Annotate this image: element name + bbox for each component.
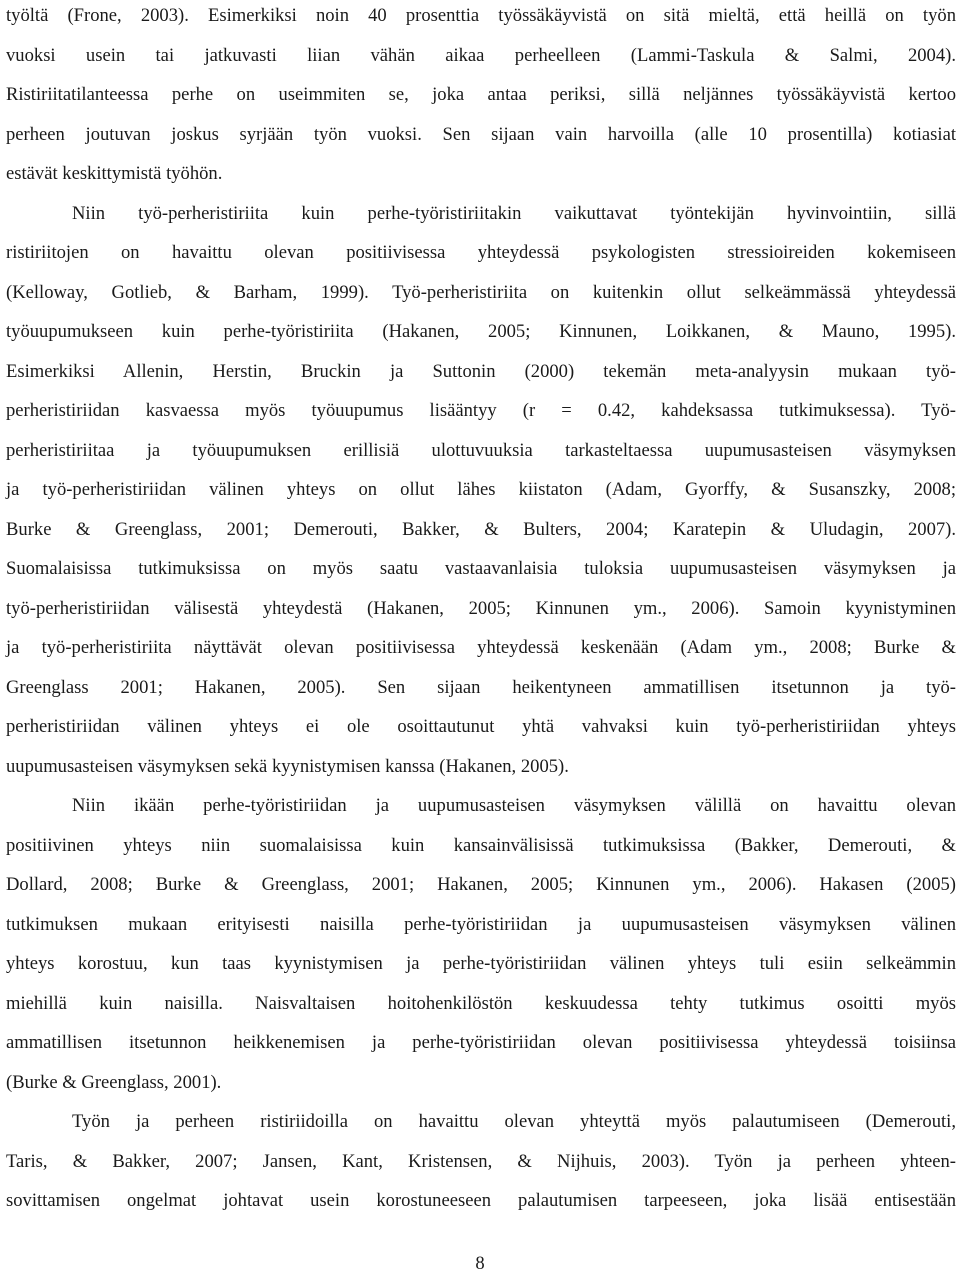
text-line: vuoksi usein tai jatkuvasti liian vähän aikaa perheelleen (Lammi-Taskula & Salmi, 2004). [6,44,956,66]
text-line: työ-perheristiriidan välisestä yhteydestä (Hakanen, 2005; Kinnunen ym., 2006). Samoin kyynistyminen [6,597,956,619]
text-line: Esimerkiksi Allenin, Herstin, Bruckin ja Suttonin (2000) tekemän meta-analyysin mukaan työ- [6,360,956,382]
text-line: tutkimuksen mukaan erityisesti naisilla perhe-työristiriidan ja uupumusasteisen väsymyksen välinen [6,913,956,935]
text-line: perheen joutuvan joskus syrjään työn vuoksi. Sen sijaan vain harvoilla (alle 10 prosentilla) kotiasiat [6,123,956,145]
text-line: ristiriitojen on havaittu olevan positiivisessa yhteydessä psykologisten stressioireiden kokemiseen [6,242,956,263]
text-line: (Kelloway, Gotlieb, & Barham, 1999). Työ-perheristiriita on kuitenkin ollut selkeämmässä yhteydessä [6,281,956,303]
text-line: yhteys korostuu, kun taas kyynistymisen ja perhe-työristiriidan välinen yhteys tuli esiin selkeämmin [6,953,956,974]
text-line: uupumusasteisen väsymyksen sekä kyynistymisen kanssa (Hakanen, 2005). [6,755,569,777]
text-line: Työn ja perheen ristiriidoilla on havaittu olevan yhteyttä myös palautumiseen (Demerouti, [72,1111,956,1132]
text-line: Ristiriitatilanteessa perhe on useimmiten se, joka antaa periksi, sillä neljännes työssäkäyvistä kertoo [6,84,956,105]
text-line: Burke & Greenglass, 2001; Demerouti, Bakker, & Bulters, 2004; Karatepin & Uludagin, 2007). [6,518,956,540]
text-line: ammatillisen itsetunnon heikkenemisen ja perhe-työristiriidan olevan positiivisessa yhteydessä toisiinsa [6,1032,956,1053]
text-line: sovittamisen ongelmat johtavat usein korostuneeseen palautumisen tarpeeseen, joka lisää entisestään [6,1190,956,1211]
text-line: Niin ikään perhe-työristiriidan ja uupumusasteisen väsymyksen välillä on havaittu olevan [72,795,956,816]
text-line: positiivinen yhteys niin suomalaisissa kuin kansainvälisissä tutkimuksissa (Bakker, Demerouti, & [6,834,956,856]
text-line: Niin työ-perheristiriita kuin perhe-työristiriitakin vaikuttavat työntekijän hyvinvointiin, sillä [72,202,956,224]
text-line: Taris, & Bakker, 2007; Jansen, Kant, Kristensen, & Nijhuis, 2003). Työn ja perheen yhteen- [6,1150,956,1172]
text-line: Greenglass 2001; Hakanen, 2005). Sen sijaan heikentyneen ammatillisen itsetunnon ja työ- [6,676,956,698]
text-line: miehillä kuin naisilla. Naisvaltaisen hoitohenkilöstön keskuudessa tehty tutkimus osoitti myös [6,992,956,1014]
text-line: (Burke & Greenglass, 2001). [6,1071,222,1093]
text-line: ja työ-perheristiriidan välinen yhteys on ollut lähes kiistaton (Adam, Gyorffy, & Susanszky, 2008; [6,479,956,500]
text-line: perheristiriitaa ja työuupumuksen erillisiä ulottuvuuksia tarkasteltaessa uupumusasteisen väsymyksen [6,439,956,461]
text-line: työuupumukseen kuin perhe-työristiriita (Hakanen, 2005; Kinnunen, Loikkanen, & Mauno, 1995). [6,321,956,342]
text-line: Dollard, 2008; Burke & Greenglass, 2001; Hakanen, 2005; Kinnunen ym., 2006). Hakasen (2005) [6,874,956,895]
text-line: ja työ-perheristiriita näyttävät olevan positiivisessa yhteydessä keskenään (Adam ym., 2008; Burke & [6,637,956,658]
text-line: perheristiriidan kasvaessa myös työuupumus lisääntyy (r = 0.42, kahdeksassa tutkimuksessa). Työ- [6,400,956,421]
text-line: perheristiriidan välinen yhteys ei ole osoittautunut yhtä vahvaksi kuin työ-perheristiriidan yhteys [6,716,956,737]
text-line: estävät keskittymistä työhön. [6,163,223,184]
page-number: 8 [475,1253,485,1274]
text-line: Suomalaisissa tutkimuksissa on myös saatu vastaavanlaisia tuloksia uupumusasteisen väsymyksen ja [6,558,956,579]
text-line: työltä (Frone, 2003). Esimerkiksi noin 40 prosenttia työssäkäyvistä on sitä mieltä, että heillä on työn [6,5,956,26]
